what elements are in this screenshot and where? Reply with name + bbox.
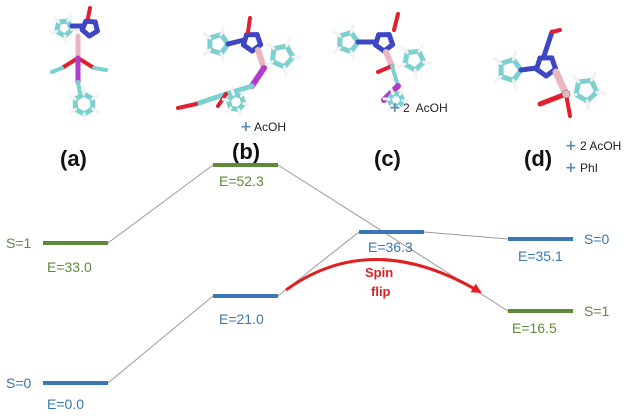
energy-label-d-triplet: E=16.5 xyxy=(512,320,557,336)
bond-stick xyxy=(394,14,398,30)
energy-label-d-singlet: E=35.1 xyxy=(518,248,563,264)
plus-icon: + xyxy=(565,138,577,154)
bond-stick xyxy=(252,68,264,86)
bond-stick xyxy=(286,46,293,57)
panel-label-d: (d) xyxy=(524,146,553,171)
bond-stick xyxy=(351,26,353,33)
energy-label-b-singlet: E=21.0 xyxy=(219,311,264,327)
energy-label-a-singlet: E=0.0 xyxy=(47,396,84,412)
bond-stick xyxy=(88,8,90,18)
bond-stick xyxy=(419,45,422,51)
bond-stick xyxy=(239,110,241,115)
bond-stick xyxy=(55,18,59,22)
bond-stick xyxy=(269,44,274,49)
panel-label-a: (a) xyxy=(60,146,87,171)
addition-label: AcOH xyxy=(254,120,287,134)
bond-stick xyxy=(415,70,416,77)
bond-stick xyxy=(284,67,285,74)
bond-stick xyxy=(65,36,66,42)
bond-stick xyxy=(552,58,556,69)
spin-label-d-triplet: S=1 xyxy=(584,303,610,319)
bond-stick xyxy=(204,34,210,38)
bond-stick xyxy=(424,62,431,63)
bond-stick xyxy=(257,35,260,45)
bond-stick xyxy=(70,109,75,112)
bond-stick xyxy=(178,104,196,108)
addition-note-c xyxy=(389,100,448,116)
bond-stick xyxy=(78,82,80,94)
bond-stick xyxy=(293,57,300,58)
bond-stick xyxy=(351,52,353,59)
bond-stick xyxy=(248,18,250,32)
plus-icon: + xyxy=(565,160,577,176)
bond-stick xyxy=(419,51,424,62)
bond-stick xyxy=(221,54,223,61)
bond-stick xyxy=(521,68,536,70)
plus-icon: + xyxy=(240,119,252,135)
bond-stick xyxy=(266,62,272,66)
bond-stick xyxy=(204,50,210,54)
bond-stick xyxy=(391,89,393,94)
spin-flip-label-line1: Spin xyxy=(365,265,394,280)
addition-label: PhI xyxy=(580,161,599,175)
connector-line xyxy=(424,232,508,239)
addition-label: 2 AcOH xyxy=(580,139,622,153)
connector-line xyxy=(108,296,213,383)
bond-stick xyxy=(334,48,340,52)
bond-stick xyxy=(386,52,392,66)
spin-label-a-triplet: S=1 xyxy=(6,235,32,251)
bond-stick xyxy=(591,80,596,92)
bond-stick xyxy=(227,108,230,112)
energy-label-b-triplet: E=52.3 xyxy=(219,173,264,189)
bond-stick xyxy=(95,22,97,31)
bond-stick xyxy=(587,101,588,109)
bond-stick xyxy=(399,64,405,67)
panel-label-c: (c) xyxy=(374,146,401,171)
bond-stick xyxy=(72,30,78,31)
bond-stick xyxy=(52,68,62,72)
bond-stick xyxy=(223,99,228,100)
bond-stick xyxy=(226,86,252,94)
bond-stick xyxy=(392,66,398,86)
addition-note-b xyxy=(240,119,286,135)
spin-flip-label-line2: flip xyxy=(371,284,391,299)
bond-stick xyxy=(68,16,71,21)
spin-label-d-singlet: S=0 xyxy=(584,231,610,247)
bond-stick xyxy=(400,90,403,94)
bond-stick xyxy=(378,66,392,72)
energy-label-a-triplet: E=33.0 xyxy=(47,259,92,275)
bond-stick xyxy=(286,40,289,46)
atom xyxy=(562,90,570,98)
bond-stick xyxy=(591,73,595,80)
energy-levels xyxy=(43,165,573,383)
addition-label: 2 AcOH xyxy=(403,101,448,115)
bond-stick xyxy=(334,32,340,36)
bond-stick xyxy=(221,28,223,35)
bond-stick xyxy=(389,35,392,45)
bond-stick xyxy=(403,47,408,52)
bond-stick xyxy=(597,92,605,94)
bond-stick xyxy=(244,104,249,105)
bond-stick xyxy=(232,90,234,95)
bond-stick xyxy=(573,76,578,82)
molecular-structures xyxy=(51,8,604,120)
addition-note-d xyxy=(565,138,621,176)
connector-line xyxy=(108,165,213,243)
spin-label-a-singlet: S=0 xyxy=(6,375,32,391)
energy-label-c-singlet: E=36.3 xyxy=(368,239,413,255)
panel-label-b: (b) xyxy=(232,139,261,164)
bond-stick xyxy=(241,92,244,96)
bond-stick xyxy=(495,59,501,64)
bond-stick xyxy=(495,76,501,81)
bond-stick xyxy=(94,68,106,70)
bond-stick xyxy=(552,30,560,32)
plus-icon: + xyxy=(389,100,401,116)
bond-stick xyxy=(93,96,98,99)
bond-stick xyxy=(544,32,552,56)
